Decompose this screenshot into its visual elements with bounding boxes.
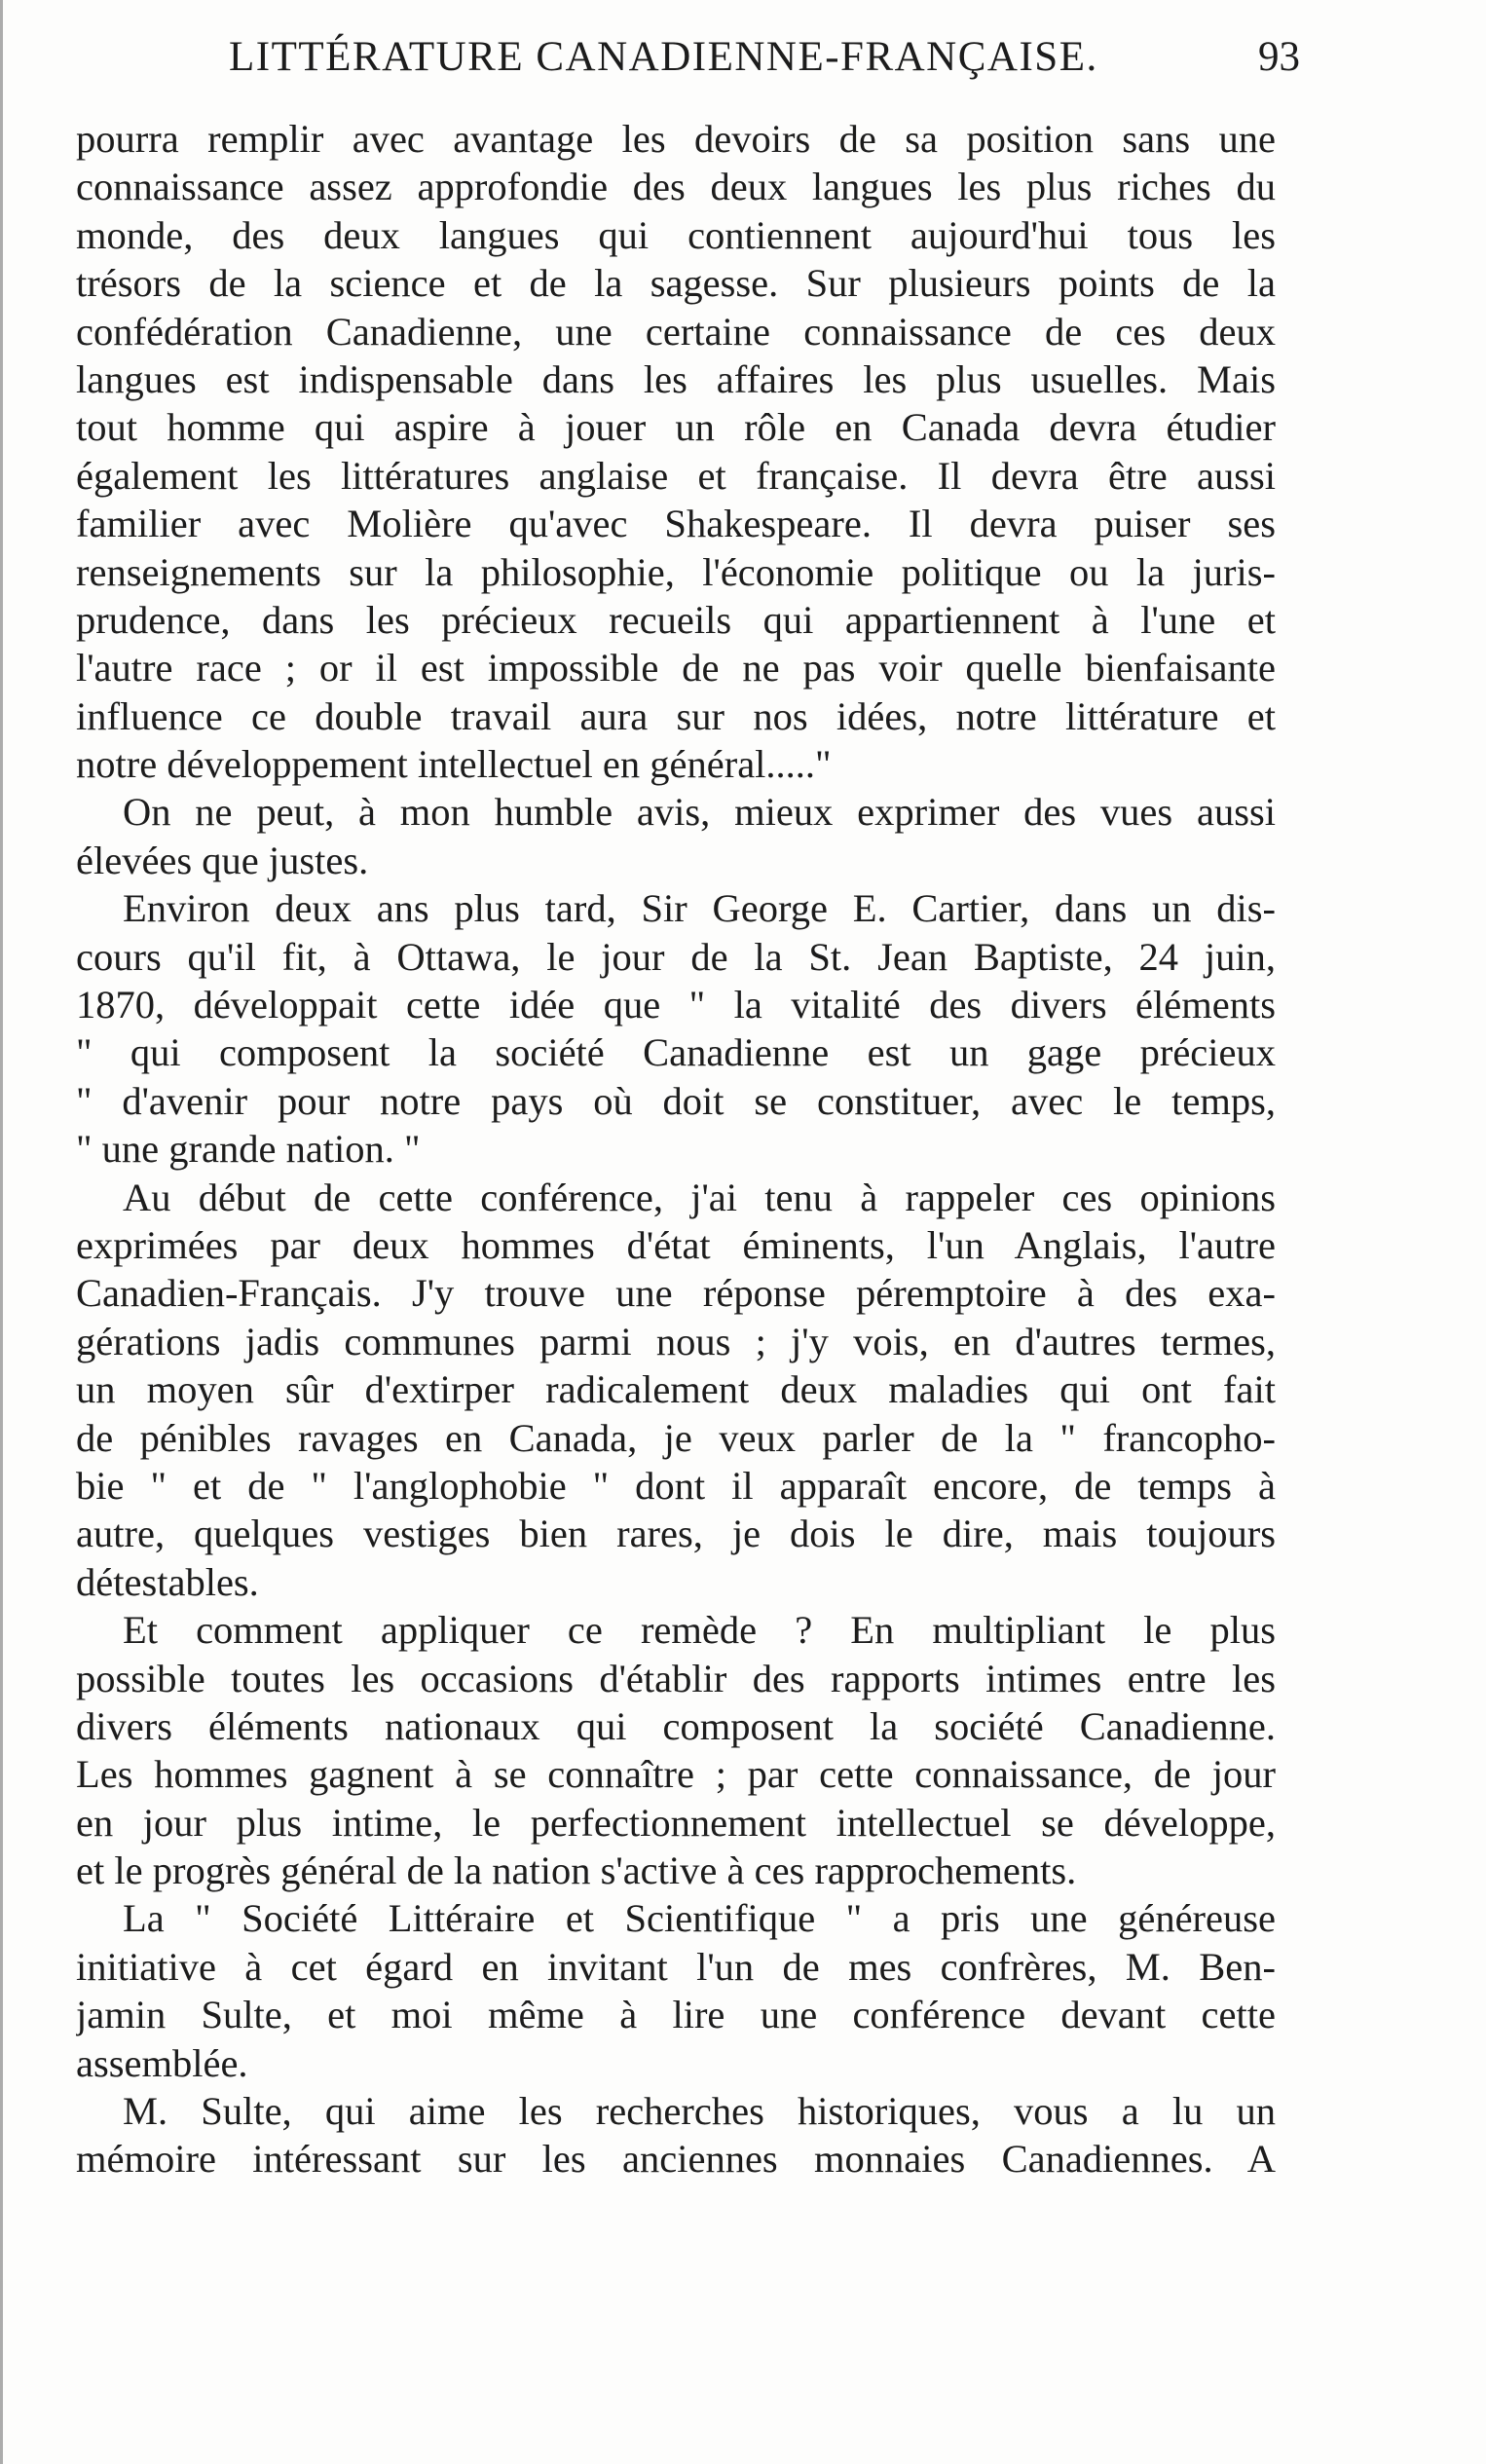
text-line: et le progrès général de la nation s'active à ces rapprochements. <box>76 1848 1077 1893</box>
text-line: gérations jadis communes parmi nous ; j'y vois, en d'autres termes, <box>76 1319 1276 1363</box>
text-line: trésors de la science et de la sagesse. Sur plusieurs points de la <box>76 261 1276 306</box>
text-line: renseignements sur la philosophie, l'économie politique ou la juris- <box>76 549 1276 594</box>
text-line: M. Sulte, qui aime les recherches historiques, vous a lu un <box>123 2089 1276 2134</box>
body-text <box>76 115 1276 2184</box>
text-line: langues est indispensable dans les affaires les plus usuelles. Mais <box>76 356 1276 401</box>
text-line: confédération Canadienne, une certaine connaissance de ces deux <box>76 309 1276 354</box>
running-header <box>146 33 1300 92</box>
text-line: cours qu'il fit, à Ottawa, le jour de la St. Jean Baptiste, 24 juin, <box>76 934 1276 979</box>
text-line: connaissance assez approfondie des deux langues les plus riches du <box>76 165 1276 209</box>
text-line: l'autre race ; or il est impossible de ne pas voir quelle bienfaisante <box>76 646 1276 691</box>
text-line: pourra remplir avec avantage les devoirs de sa position sans une <box>76 117 1276 161</box>
text-line: élevées que justes. <box>76 838 369 882</box>
text-line: de pénibles ravages en Canada, je veux parler de la " francopho- <box>76 1415 1276 1460</box>
text-line: Au début de cette conférence, j'ai tenu à rappeler ces opinions <box>123 1175 1276 1219</box>
text-line: Et comment appliquer ce remède ? En multipliant le plus <box>123 1608 1276 1653</box>
text-line: Les hommes gagnent à se connaître ; par cette connaissance, de jour <box>76 1752 1276 1797</box>
text-line: prudence, dans les précieux recueils qui appartiennent à l'une et <box>76 597 1276 642</box>
text-line: initiative à cet égard en invitant l'un de mes confrères, M. Ben- <box>76 1944 1276 1989</box>
text-line: jamin Sulte, et moi même à lire une conférence devant cette <box>76 1993 1276 2037</box>
text-line: tout homme qui aspire à jouer un rôle en Canada devra étudier <box>76 405 1276 450</box>
page-number: 93 <box>1258 34 1300 80</box>
text-line: assemblée. <box>76 2040 248 2085</box>
text-line: " qui composent la société Canadienne est un gage précieux <box>76 1030 1276 1075</box>
text-line: divers éléments nationaux qui composent la société Canadienne. <box>76 1703 1276 1748</box>
text-line: notre développement intellectuel en général....." <box>76 742 832 787</box>
text-line: possible toutes les occasions d'établir des rapports intimes entre les <box>76 1656 1276 1700</box>
text-line: On ne peut, à mon humble avis, mieux exprimer des vues aussi <box>123 790 1276 835</box>
text-line: bie " et de " l'anglophobie " dont il apparaît encore, de temps à <box>76 1463 1276 1508</box>
text-line: en jour plus intime, le perfectionnement intellectuel se développe, <box>76 1800 1276 1845</box>
page-edge <box>0 0 3 2464</box>
text-line: La " Société Littéraire et Scientifique " a pris une généreuse <box>123 1896 1276 1941</box>
text-line: exprimées par deux hommes d'état éminents, l'un Anglais, l'autre <box>76 1222 1276 1267</box>
text-line: familier avec Molière qu'avec Shakespeare. Il devra puiser ses <box>76 502 1276 546</box>
text-line: autre, quelques vestiges bien rares, je dois le dire, mais toujours <box>76 1512 1276 1556</box>
text-line: monde, des deux langues qui contiennent aujourd'hui tous les <box>76 212 1276 257</box>
text-line: mémoire intéressant sur les anciennes monnaies Canadiennes. A <box>76 2137 1276 2182</box>
text-line: influence ce double travail aura sur nos idées, notre littérature et <box>76 693 1276 738</box>
text-line: 1870, développait cette idée que " la vitalité des divers éléments <box>76 983 1276 1027</box>
text-line: également les littératures anglaise et française. Il devra être aussi <box>76 453 1276 498</box>
text-line: Canadien-Français. J'y trouve une réponse péremptoire à des exa- <box>76 1271 1276 1316</box>
text-line: " d'avenir pour notre pays où doit se constituer, avec le temps, <box>76 1078 1276 1123</box>
text-line: détestables. <box>76 1559 259 1604</box>
running-title: LITTÉRATURE CANADIENNE-FRANÇAISE. <box>229 34 1098 80</box>
text-line: un moyen sûr d'extirper radicalement deux maladies qui ont fait <box>76 1367 1276 1412</box>
text-line: Environ deux ans plus tard, Sir George E. Cartier, dans un dis- <box>123 886 1276 931</box>
text-line: " une grande nation. " <box>76 1127 421 1172</box>
